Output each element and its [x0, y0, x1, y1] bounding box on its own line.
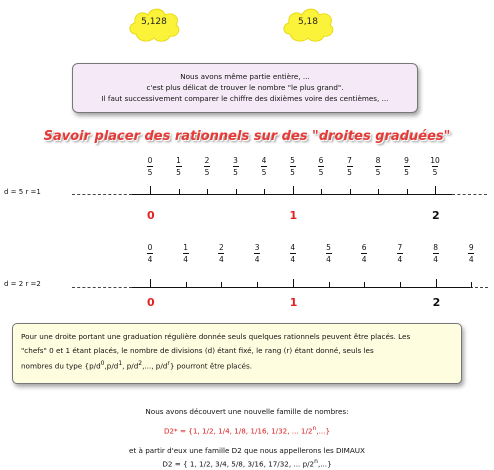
fraction-denominator: 4 — [433, 255, 438, 264]
graduation-tick — [329, 282, 330, 288]
cloud-2 — [280, 4, 336, 44]
fraction-denominator: 4 — [290, 255, 296, 264]
note-line-2: c'est plus délicat de trouver le nombre "le plus grand". — [146, 83, 344, 92]
fraction-label — [461, 243, 481, 264]
fraction-denominator: 5 — [290, 168, 295, 177]
fraction-label — [390, 243, 410, 264]
fraction-denominator: 4 — [254, 255, 260, 264]
axis-dashed-left — [72, 287, 132, 288]
fraction-denominator: 5 — [204, 168, 210, 177]
fraction-label — [226, 156, 246, 177]
fraction-numerator: 7 — [347, 156, 352, 165]
fraction-denominator: 5 — [318, 168, 324, 177]
fraction-denominator: 5 — [347, 168, 352, 177]
cloud-1 — [126, 4, 182, 44]
intro-note — [72, 63, 418, 113]
fraction-label — [140, 243, 160, 264]
d2-set: D2 = { 1, 1/2, 3/4, 5/8, 3/16, 17/32, ... p/2$^n$,...} — [162, 458, 332, 469]
graduation-tick — [179, 189, 180, 195]
fraction-denominator: 4 — [397, 255, 403, 264]
graduation-tick — [378, 189, 379, 195]
graduation-tick — [150, 279, 151, 288]
fraction-label — [283, 156, 303, 177]
explanation-line-3: nombres du type {$p/d^0,p/d^1$, $p/d^2$,..., $p/d^r$} pourront être placés. — [21, 360, 252, 371]
graduation-tick — [400, 282, 401, 288]
graduation-tick — [236, 189, 237, 195]
fraction-label — [426, 243, 446, 264]
fraction-label — [140, 156, 160, 177]
chief-label: 0 — [147, 296, 155, 309]
graduation-tick — [321, 189, 322, 195]
graduation-tick — [207, 189, 208, 195]
fraction-numerator: 4 — [261, 156, 267, 165]
fraction-label — [197, 156, 217, 177]
fraction-denominator: 4 — [326, 255, 331, 264]
fraction-label — [425, 156, 445, 177]
graduation-tick — [436, 279, 437, 288]
fraction-numerator: 7 — [397, 243, 403, 252]
fraction-denominator: 4 — [468, 255, 474, 264]
fraction-label — [176, 243, 196, 264]
fraction-label — [340, 156, 360, 177]
graduation-tick — [257, 282, 258, 288]
fraction-numerator: 1 — [183, 243, 189, 252]
fraction-label — [368, 156, 388, 177]
fraction-numerator: 4 — [290, 243, 296, 252]
discovery-text: Nous avons découvert une nouvelle famille de nombres: — [145, 407, 349, 416]
explanation-line-2: "chefs" 0 et 1 étant placés, le nombre de divisions (d) étant fixé, le rang (r) étant donné, seuls les — [21, 345, 374, 355]
note-line-1: Nous avons même partie entière, ... — [180, 72, 310, 81]
fraction-numerator: 10 — [430, 156, 440, 165]
cloud-value: 5,128 — [141, 17, 167, 27]
graduation-tick — [350, 189, 351, 195]
fraction-label — [247, 243, 267, 264]
chief-label: 2 — [432, 296, 441, 309]
fraction-label — [254, 156, 274, 177]
fraction-numerator: 5 — [326, 243, 331, 252]
explanation-box — [12, 323, 462, 384]
graduation-tick — [364, 282, 365, 288]
fraction-numerator: 0 — [147, 243, 153, 252]
fraction-denominator: 5 — [147, 168, 153, 177]
graduation-tick — [293, 186, 294, 195]
fraction-numerator: 2 — [204, 156, 210, 165]
fraction-label — [211, 243, 231, 264]
section-heading: Savoir placer des rationnels sur des "droites graduées" — [43, 129, 451, 144]
axis-dashed-right — [470, 287, 488, 288]
graduation-tick — [471, 282, 472, 288]
chief-label: 1 — [289, 296, 298, 309]
chief-label: 2 — [432, 209, 440, 222]
explanation-line-1: Pour une droite portant une graduation régulière donnée seuls quelques rationnels peuvent être placés. Les — [21, 332, 411, 341]
fraction-label — [319, 243, 339, 264]
graduation-tick — [221, 282, 222, 288]
fraction-numerator: 3 — [254, 243, 260, 252]
fraction-numerator: 2 — [219, 243, 224, 252]
fraction-label — [354, 243, 374, 264]
fraction-numerator: 1 — [176, 156, 181, 165]
graduation-tick — [150, 186, 151, 195]
fraction-numerator: 5 — [290, 156, 295, 165]
fraction-denominator: 4 — [183, 255, 189, 264]
fraction-label — [397, 156, 417, 177]
fraction-numerator: 6 — [361, 243, 367, 252]
fraction-denominator: 5 — [261, 168, 267, 177]
axis-dashed-left — [72, 194, 132, 195]
line-label: d = 5 r =1 — [4, 188, 41, 196]
chief-label: 1 — [289, 209, 298, 222]
fraction-label — [169, 156, 189, 177]
graduation-tick — [264, 189, 265, 195]
graduation-tick — [407, 189, 408, 195]
fraction-numerator: 6 — [318, 156, 324, 165]
dimaux-text: et à partir d'eux une famille D2 que nous appellerons les DIMAUX — [128, 446, 365, 455]
fraction-denominator: 4 — [361, 255, 367, 264]
d2-star-set: D2* = {1, 1/2, 1/4, 1/8, 1/16, 1/32, ... 1/2$^n$,...} — [163, 425, 331, 436]
axis-line — [132, 287, 470, 288]
graduation-tick — [435, 186, 436, 195]
fraction-denominator: 4 — [219, 255, 224, 264]
fraction-label — [311, 156, 331, 177]
fraction-denominator: 5 — [233, 168, 238, 177]
fraction-denominator: 5 — [375, 168, 381, 177]
line-label: d = 2 r =2 — [4, 280, 41, 288]
fraction-numerator: 0 — [147, 156, 153, 165]
fraction-numerator: 8 — [375, 156, 381, 165]
fraction-denominator: 5 — [432, 168, 438, 177]
axis-dashed-right — [452, 194, 487, 195]
graduation-tick — [293, 279, 294, 288]
note-line-3: Il faut successivement comparer le chiffre des dixièmes voire des centièmes, ... — [101, 94, 389, 103]
fraction-denominator: 4 — [147, 255, 153, 264]
fraction-numerator: 9 — [404, 156, 409, 165]
chief-label: 0 — [147, 209, 155, 222]
fraction-numerator: 3 — [233, 156, 238, 165]
fraction-label — [283, 243, 303, 264]
fraction-denominator: 5 — [176, 168, 181, 177]
graduation-tick — [186, 282, 187, 288]
fraction-numerator: 9 — [468, 243, 474, 252]
cloud-value: 5,18 — [297, 17, 319, 27]
fraction-numerator: 8 — [433, 243, 438, 252]
fraction-denominator: 5 — [404, 168, 409, 177]
